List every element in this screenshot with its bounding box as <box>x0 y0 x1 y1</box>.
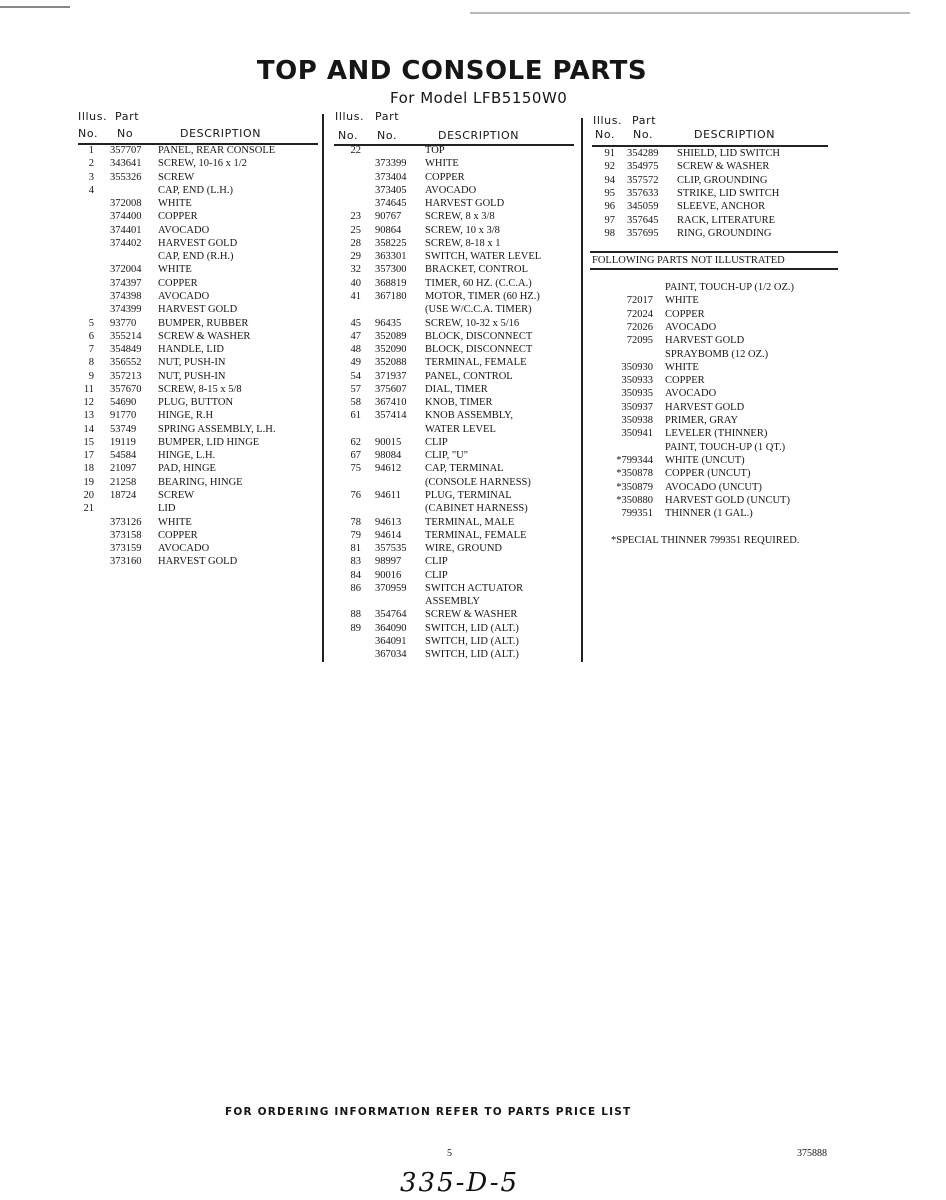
part-description: WHITE <box>665 361 699 373</box>
header-illus-no: No. <box>338 129 359 142</box>
page-number: 5 <box>447 1148 452 1159</box>
part-description: MOTOR, TIMER (60 HZ.) <box>425 290 540 302</box>
part-description: CAP, END (L.H.) <box>158 184 233 196</box>
header-illus: Illus. <box>593 114 623 127</box>
part-number: 367410 <box>375 397 407 409</box>
illus-number: 21 <box>83 503 94 515</box>
illus-number: 40 <box>350 277 361 289</box>
handwritten-note: 335-D-5 <box>400 1168 520 1198</box>
part-description: CLIP <box>425 436 448 448</box>
part-description: WATER LEVEL <box>425 423 496 435</box>
part-number: 357707 <box>110 145 142 156</box>
part-description: STRIKE, LID SWITCH <box>677 187 780 199</box>
illus-number: 2 <box>88 158 94 170</box>
part-description: PAD, HINGE <box>158 463 216 475</box>
part-description: PLUG, BUTTON <box>158 397 234 409</box>
header-part-no: No. <box>377 129 398 142</box>
illus-number: 1 <box>88 145 94 156</box>
part-number: 357300 <box>375 264 407 276</box>
part-description: SWITCH ACTUATOR <box>425 582 524 594</box>
part-description: COPPER (UNCUT) <box>665 468 751 480</box>
illus-number: 5 <box>88 317 94 329</box>
header-part: Part <box>632 114 657 127</box>
part-number: 354975 <box>627 161 659 173</box>
part-description: THINNER (1 GAL.) <box>665 508 753 520</box>
illus-number: 98 <box>604 227 615 239</box>
part-description: AVOCADO <box>158 543 210 555</box>
part-number: 374401 <box>110 224 142 236</box>
part-description: COPPER <box>665 375 705 387</box>
scan-noise <box>470 12 910 14</box>
part-description: WIRE, GROUND <box>425 543 502 555</box>
illus-number: 12 <box>83 397 94 409</box>
part-description: HINGE, R.H <box>158 410 214 422</box>
part-description: PANEL, REAR CONSOLE <box>158 145 276 156</box>
illus-number: 7 <box>88 344 94 356</box>
part-number: 370959 <box>375 582 407 594</box>
part-description: AVOCADO <box>665 388 717 400</box>
illus-number: 94 <box>604 174 615 186</box>
part-description: COPPER <box>158 529 198 541</box>
illus-number: 88 <box>350 609 361 621</box>
part-number: 357695 <box>627 227 659 239</box>
part-description: BUMPER, RUBBER <box>158 317 249 329</box>
part-number: 374399 <box>110 304 142 316</box>
illus-number: 8 <box>88 357 94 369</box>
part-description: SCREW & WASHER <box>425 609 518 621</box>
divider <box>590 268 838 270</box>
part-description: SWITCH, LID (ALT.) <box>425 622 519 634</box>
part-description: BUMPER, LID HINGE <box>158 436 260 448</box>
part-description: SCREW & WASHER <box>158 330 251 342</box>
part-number: 90016 <box>375 569 402 581</box>
part-description: CLIP <box>425 556 448 568</box>
part-number: 21097 <box>110 463 137 475</box>
part-description: HARVEST GOLD <box>158 304 238 316</box>
part-description: WHITE <box>158 516 192 528</box>
part-number: 90015 <box>375 436 402 448</box>
part-number: 19119 <box>110 436 136 448</box>
part-description: AVOCADO <box>158 224 210 236</box>
header-description: DESCRIPTION <box>694 128 776 141</box>
part-number: 350935 <box>621 388 653 400</box>
part-number: 374645 <box>375 198 407 210</box>
illus-number: 79 <box>350 529 361 541</box>
header-illus-no: No. <box>595 128 616 141</box>
scan-noise <box>0 6 70 8</box>
part-description: SPRAYBOMB (12 OZ.) <box>665 348 769 360</box>
part-number: 372008 <box>110 198 142 210</box>
part-number: 72024 <box>626 308 653 320</box>
part-number: 53749 <box>110 423 137 435</box>
part-description: TERMINAL, MALE <box>425 516 515 528</box>
part-number: 374397 <box>110 277 142 289</box>
part-number: *350879 <box>616 481 653 493</box>
part-number: 343641 <box>110 158 142 170</box>
part-description: KNOB ASSEMBLY, <box>425 410 514 422</box>
part-description: WHITE <box>158 198 192 210</box>
illus-number: 6 <box>88 330 94 342</box>
part-number: 367180 <box>375 290 407 302</box>
part-description: HARVEST GOLD <box>158 237 238 249</box>
header-description: DESCRIPTION <box>438 129 520 142</box>
part-description: NUT, PUSH-IN <box>158 370 226 382</box>
part-number: 357213 <box>110 370 142 382</box>
part-description: CLIP, "U" <box>425 450 468 462</box>
illus-number: 49 <box>350 357 361 369</box>
part-description: COPPER <box>425 171 465 183</box>
part-description: AVOCADO (UNCUT) <box>665 481 762 493</box>
illus-number: 96 <box>604 201 615 213</box>
divider <box>590 251 838 253</box>
illus-number: 18 <box>83 463 94 475</box>
part-number: 372004 <box>110 264 142 276</box>
part-description: SCREW, 10-16 x 1/2 <box>158 158 247 170</box>
part-description: SWITCH, LID (ALT.) <box>425 649 519 661</box>
part-description: KNOB, TIMER <box>425 397 493 409</box>
part-number: 345059 <box>627 201 659 213</box>
illus-number: 58 <box>350 397 361 409</box>
part-number: 350941 <box>621 428 653 440</box>
part-description: AVOCADO <box>665 321 717 333</box>
part-number: 375607 <box>375 383 407 395</box>
illus-number: 11 <box>83 383 94 395</box>
part-number: 352090 <box>375 344 407 356</box>
part-number: 374400 <box>110 211 142 223</box>
illus-number: 45 <box>350 317 361 329</box>
part-description: TIMER, 60 HZ. (C.C.A.) <box>425 277 532 289</box>
part-number: 357633 <box>627 187 659 199</box>
part-description: WHITE <box>665 295 699 307</box>
illus-number: 20 <box>83 490 94 502</box>
illus-number: 17 <box>83 450 94 462</box>
part-number: *799344 <box>616 454 653 466</box>
illus-number: 76 <box>350 490 361 502</box>
part-number: 352088 <box>375 357 407 369</box>
illus-number: 48 <box>350 344 361 356</box>
part-description: SCREW <box>158 490 195 502</box>
not-illustrated-heading: FOLLOWING PARTS NOT ILLUSTRATED <box>592 255 785 266</box>
part-number: 72017 <box>626 295 653 307</box>
part-description: HINGE, L.H. <box>158 450 216 462</box>
illus-number: 32 <box>350 264 361 276</box>
part-number: 357535 <box>375 543 407 555</box>
illus-number: 62 <box>350 436 361 448</box>
part-number: 357414 <box>375 410 407 422</box>
part-number: 94612 <box>375 463 402 475</box>
part-description: (USE W/C.C.A. TIMER) <box>425 304 532 316</box>
part-number: 18724 <box>110 490 137 502</box>
illus-number: 91 <box>604 148 615 159</box>
part-description: TOP <box>425 145 445 156</box>
part-number: 373405 <box>375 184 407 196</box>
part-description: HARVEST GOLD (UNCUT) <box>665 494 790 506</box>
illus-number: 9 <box>88 370 94 382</box>
part-description: HARVEST GOLD <box>425 198 505 210</box>
part-number: 363301 <box>375 251 407 263</box>
part-description: BRACKET, CONTROL <box>425 264 529 276</box>
page-title: TOP AND CONSOLE PARTS <box>256 56 648 86</box>
part-description: COPPER <box>665 308 705 320</box>
part-description: SCREW, 8-15 x 5/8 <box>158 383 242 395</box>
part-number: 350937 <box>621 401 653 413</box>
part-description: BLOCK, DISCONNECT <box>425 330 533 342</box>
illus-number: 57 <box>350 383 361 395</box>
illus-number: 3 <box>88 171 94 183</box>
part-description: COPPER <box>158 211 198 223</box>
illus-number: 25 <box>350 224 361 236</box>
part-number: 371937 <box>375 370 407 382</box>
part-description: SCREW, 8-18 x 1 <box>425 237 501 249</box>
illus-number: 19 <box>83 476 94 488</box>
illus-number: 29 <box>350 251 361 263</box>
ordering-footer: FOR ORDERING INFORMATION REFER TO PARTS PRICE LIST <box>225 1106 632 1118</box>
part-description: SCREW & WASHER <box>677 161 770 173</box>
part-description: SCREW, 10-32 x 5/16 <box>425 317 520 329</box>
part-description: HARVEST GOLD <box>665 335 745 347</box>
illus-number: 95 <box>604 187 615 199</box>
part-number: 98084 <box>375 450 402 462</box>
part-number: 94611 <box>375 490 401 502</box>
part-description: SCREW, 8 x 3/8 <box>425 211 495 223</box>
part-number: 354289 <box>627 148 659 159</box>
illus-number: 92 <box>604 161 615 173</box>
part-description: WHITE (UNCUT) <box>665 454 745 466</box>
part-number: 72095 <box>626 335 653 347</box>
part-number: 90864 <box>375 224 402 236</box>
part-description: (CABINET HARNESS) <box>425 503 528 515</box>
illus-number: 83 <box>350 556 361 568</box>
illus-number: 41 <box>350 290 361 302</box>
illus-number: 14 <box>83 423 94 435</box>
part-description: AVOCADO <box>425 184 477 196</box>
illus-number: 54 <box>350 370 361 382</box>
illus-number: 84 <box>350 569 361 581</box>
part-description: TERMINAL, FEMALE <box>425 357 527 369</box>
part-number: 90767 <box>375 211 402 223</box>
part-description: SHIELD, LID SWITCH <box>677 148 780 159</box>
part-number: 358225 <box>375 237 407 249</box>
part-number: 350933 <box>621 375 653 387</box>
part-number: 357670 <box>110 383 142 395</box>
part-description: HARVEST GOLD <box>158 556 238 568</box>
part-description: CAP, END (R.H.) <box>158 251 234 263</box>
illus-number: 15 <box>83 436 94 448</box>
part-number: 91770 <box>110 410 137 422</box>
header-part-no: No. <box>633 128 654 141</box>
part-number: *350880 <box>616 494 653 506</box>
part-description: AVOCADO <box>158 290 210 302</box>
document-number: 375888 <box>797 1148 827 1159</box>
part-description: SPRING ASSEMBLY, L.H. <box>158 423 276 435</box>
part-number: 368819 <box>375 277 407 289</box>
header-part: Part <box>115 110 140 123</box>
part-description: COPPER <box>158 277 198 289</box>
part-description: CLIP, GROUNDING <box>677 174 768 186</box>
part-number: 354849 <box>110 344 142 356</box>
part-description: SCREW, 10 x 3/8 <box>425 224 500 236</box>
part-number: 98997 <box>375 556 402 568</box>
part-description: (CONSOLE HARNESS) <box>425 476 531 488</box>
part-number: 374398 <box>110 290 142 302</box>
illus-number: 23 <box>350 211 361 223</box>
part-number: 93770 <box>110 317 137 329</box>
part-description: DIAL, TIMER <box>425 383 488 395</box>
part-description: PAINT, TOUCH-UP (1 QT.) <box>665 441 786 453</box>
divider <box>592 145 828 147</box>
model-subtitle: For Model LFB5150W0 <box>390 89 568 107</box>
part-number: 799351 <box>621 508 653 520</box>
illus-number: 81 <box>350 543 361 555</box>
part-description: PRIMER, GRAY <box>665 415 739 426</box>
part-description: SWITCH, WATER LEVEL <box>425 251 542 263</box>
part-number: 350930 <box>621 361 653 373</box>
part-number: 364091 <box>375 635 407 647</box>
column-divider <box>581 118 583 662</box>
part-description: NUT, PUSH-IN <box>158 357 226 369</box>
header-part-no: No <box>117 127 134 140</box>
part-number: 352089 <box>375 330 407 342</box>
header-part: Part <box>375 110 400 123</box>
part-description: TERMINAL, FEMALE <box>425 529 527 541</box>
illus-number: 61 <box>350 410 361 422</box>
illus-number: 75 <box>350 463 361 475</box>
part-number: 350938 <box>621 415 653 426</box>
illus-number: 89 <box>350 622 361 634</box>
part-number: 373158 <box>110 529 142 541</box>
part-description: HANDLE, LID <box>158 344 224 356</box>
part-number: 21258 <box>110 476 137 488</box>
part-number: 357645 <box>627 214 659 226</box>
part-number: 355214 <box>110 330 142 342</box>
part-number: *350878 <box>616 468 653 480</box>
column-divider <box>322 114 324 662</box>
part-description: CLIP <box>425 569 448 581</box>
illus-number: 4 <box>88 184 94 196</box>
part-description: SCREW <box>158 171 195 183</box>
header-illus: Illus. <box>78 110 108 123</box>
part-description: HARVEST GOLD <box>665 401 745 413</box>
part-description: SWITCH, LID (ALT.) <box>425 635 519 647</box>
illus-number: 13 <box>83 410 94 422</box>
part-description: PLUG, TERMINAL <box>425 490 512 502</box>
part-number: 373399 <box>375 158 407 170</box>
part-description: ASSEMBLY <box>425 596 480 608</box>
part-number: 356552 <box>110 357 142 369</box>
illus-number: 78 <box>350 516 361 528</box>
part-description: PAINT, TOUCH-UP (1/2 OZ.) <box>665 282 795 293</box>
footnote: *SPECIAL THINNER 799351 REQUIRED. <box>611 535 800 546</box>
header-illus-no: No. <box>78 127 99 140</box>
part-description: BLOCK, DISCONNECT <box>425 344 533 356</box>
part-number: 355326 <box>110 171 142 183</box>
divider <box>334 144 574 146</box>
header-description: DESCRIPTION <box>180 127 262 140</box>
part-number: 364090 <box>375 622 407 634</box>
illus-number: 28 <box>350 237 361 249</box>
part-number: 54690 <box>110 397 137 409</box>
part-description: WHITE <box>158 264 192 276</box>
part-description: LID <box>158 503 176 515</box>
part-description: RING, GROUNDING <box>677 227 772 239</box>
part-description: WHITE <box>425 158 459 170</box>
part-number: 94613 <box>375 516 402 528</box>
illus-number: 97 <box>604 214 615 226</box>
part-number: 96435 <box>375 317 402 329</box>
part-number: 72026 <box>626 321 653 333</box>
part-number: 373159 <box>110 543 142 555</box>
illus-number: 22 <box>350 145 361 156</box>
part-description: CAP, TERMINAL <box>425 463 504 475</box>
part-number: 373160 <box>110 556 142 568</box>
part-number: 373404 <box>375 171 407 183</box>
part-number: 357572 <box>627 174 659 186</box>
part-number: 373126 <box>110 516 142 528</box>
part-description: RACK, LITERATURE <box>677 214 775 226</box>
part-number: 374402 <box>110 237 142 249</box>
part-number: 354764 <box>375 609 407 621</box>
header-illus: Illus. <box>335 110 365 123</box>
part-description: PANEL, CONTROL <box>425 370 513 382</box>
part-number: 94614 <box>375 529 402 541</box>
part-description: LEVELER (THINNER) <box>665 428 768 440</box>
illus-number: 67 <box>350 450 361 462</box>
part-description: BEARING, HINGE <box>158 476 243 488</box>
part-number: 54584 <box>110 450 137 462</box>
part-number: 367034 <box>375 649 407 661</box>
illus-number: 86 <box>350 582 361 594</box>
part-description: SLEEVE, ANCHOR <box>677 201 766 213</box>
illus-number: 47 <box>350 330 361 342</box>
